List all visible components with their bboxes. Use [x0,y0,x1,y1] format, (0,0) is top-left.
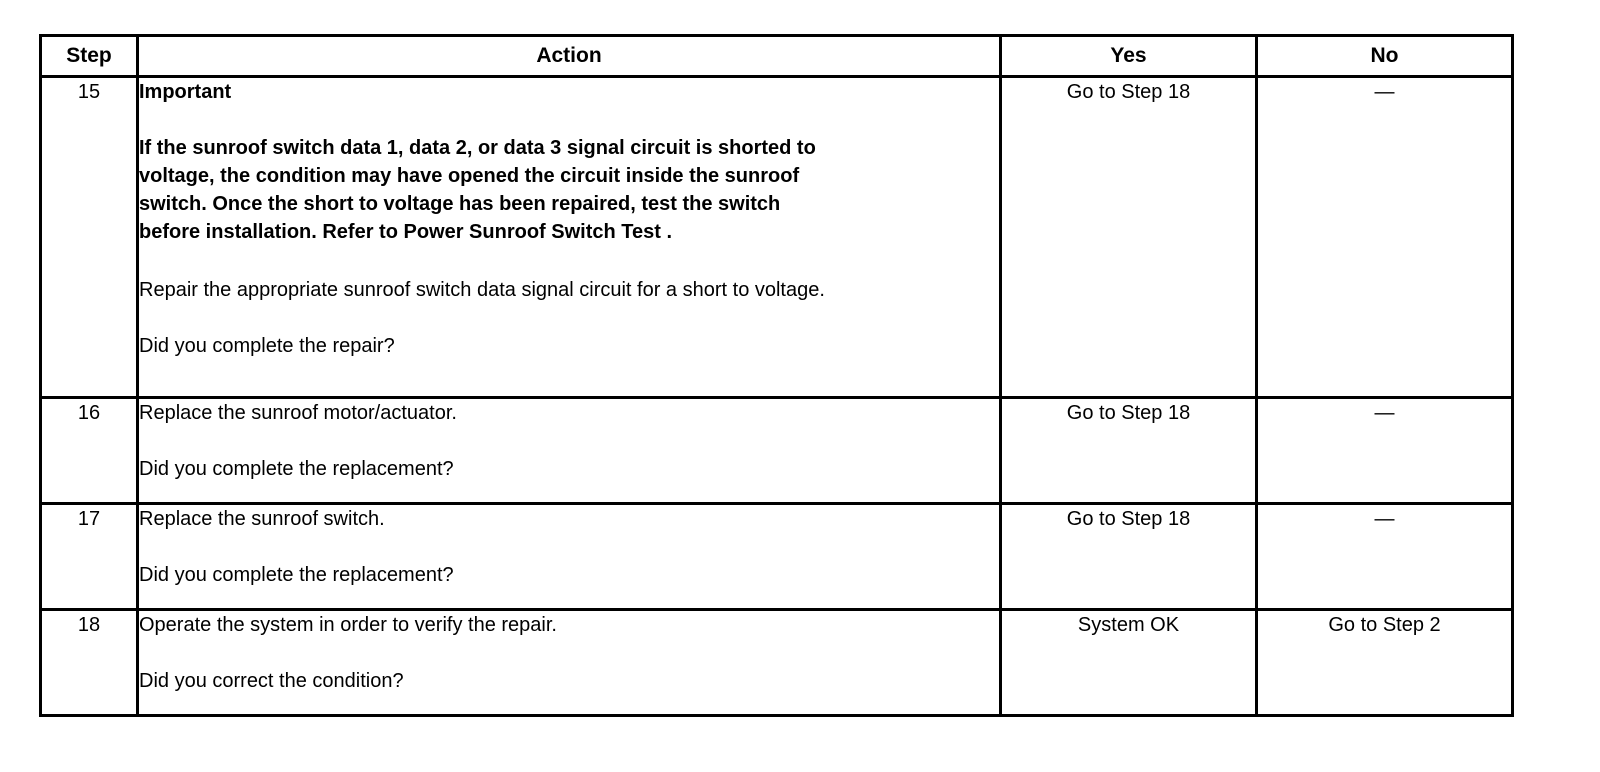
action-instruction: Replace the sunroof motor/actuator. [139,402,457,424]
action-question: Did you complete the replacement? [139,564,454,586]
important-title: Important [139,81,232,103]
table-row [41,504,1513,610]
yes-result: Go to Step 18 [1066,81,1191,103]
yes-cell [1001,77,1257,398]
yes-result: System OK [1077,614,1180,636]
action-instruction: Repair the appropriate sunroof switch data signal circuit for a short to voltage. [139,279,825,301]
step-number: 18 [41,610,138,716]
action-question: Did you complete the replacement? [139,458,454,480]
action-question: Did you complete the repair? [139,335,395,357]
action-cell [138,77,1001,398]
header-no: No [1257,36,1513,77]
step-number: 16 [41,398,138,504]
no-cell [1257,77,1513,398]
important-note [139,134,999,246]
action-instruction: Operate the system in order to verify the repair. [139,614,557,636]
no-result: Go to Step 2 [1328,614,1441,636]
header-yes: Yes [1001,36,1257,77]
action-cell [138,504,1001,610]
important-note-line: before installation. Refer to Power Sunroof Switch Test . [139,221,673,243]
important-note-line: voltage, the condition may have opened the circuit inside the sunroof [139,165,800,187]
action-question: Did you correct the condition? [139,670,404,692]
action-cell [138,398,1001,504]
important-note-line: switch. Once the short to voltage has been repaired, test the switch [139,193,781,215]
table-row [41,610,1513,716]
step-number: 17 [41,504,138,610]
yes-result: Go to Step 18 [1066,402,1191,424]
important-note-line: If the sunroof switch data 1, data 2, or data 3 signal circuit is shorted to [139,137,816,159]
yes-result: Go to Step 18 [1066,508,1191,530]
yes-cell [1001,398,1257,504]
no-cell [1257,398,1513,504]
no-cell [1257,504,1513,610]
no-result: — [1374,81,1395,103]
table-row [41,398,1513,504]
table-header-row [41,36,1513,77]
diagnostic-table [39,34,1514,717]
step-number: 15 [41,77,138,398]
header-action: Action [138,36,1001,77]
yes-cell [1001,610,1257,716]
no-cell [1257,610,1513,716]
no-result: — [1374,508,1395,530]
yes-cell [1001,504,1257,610]
table-row [41,77,1513,398]
action-instruction: Replace the sunroof switch. [139,508,385,530]
action-cell [138,610,1001,716]
header-step: Step [41,36,138,77]
no-result: — [1374,402,1395,424]
